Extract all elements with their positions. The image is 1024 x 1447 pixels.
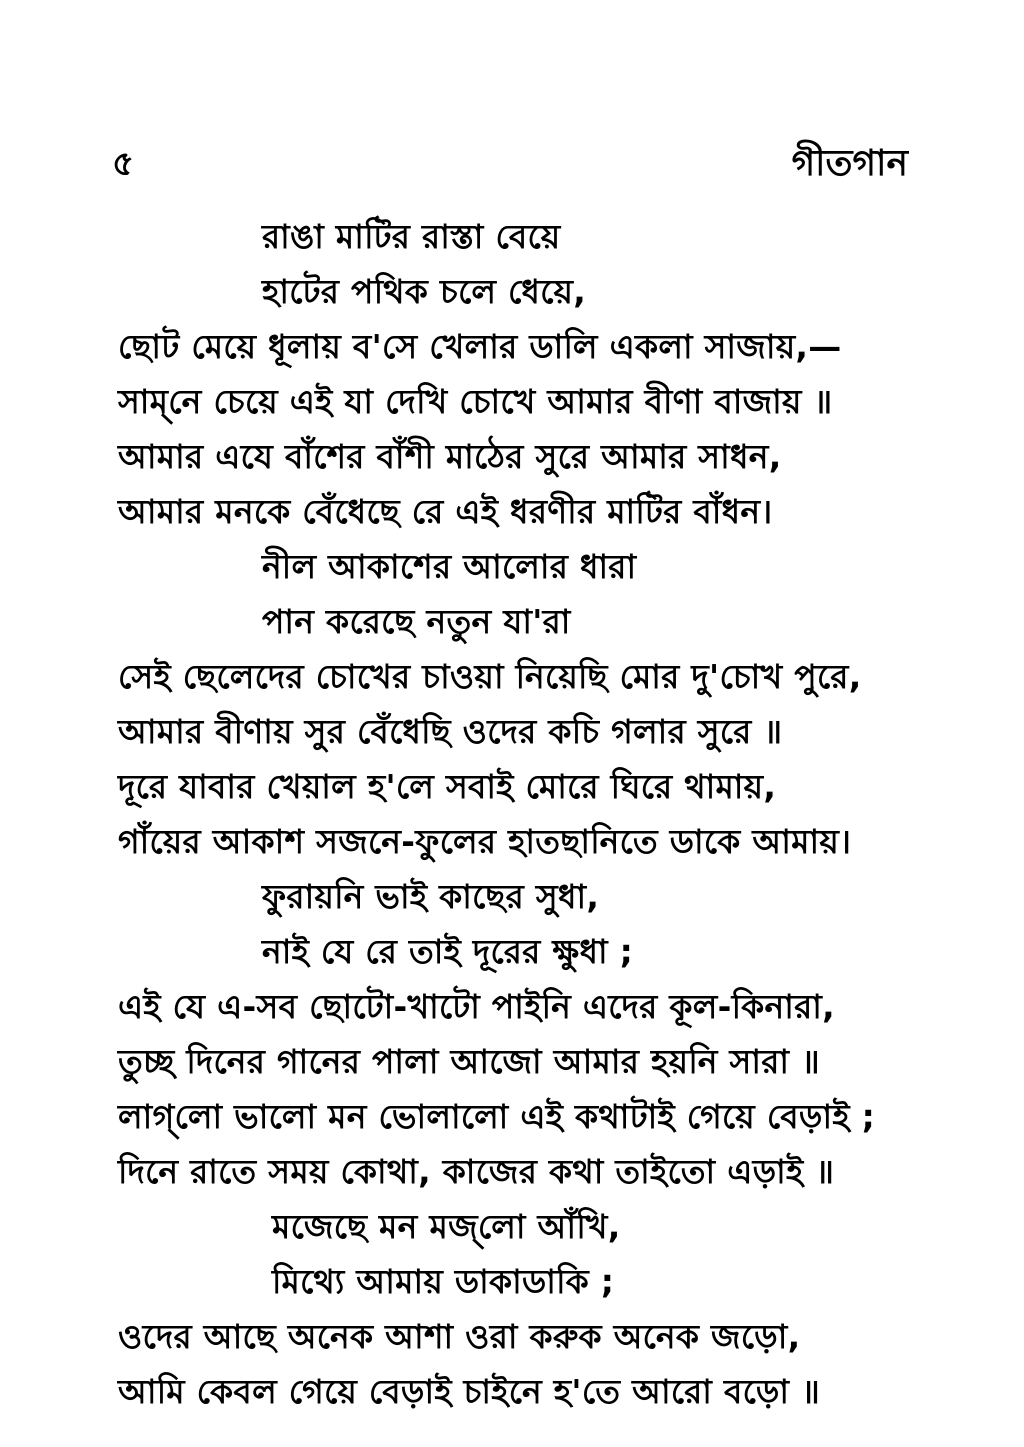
poem-line: রাঙা মাটির রাস্তা বেয়ে (262, 217, 561, 256)
page-number: ৫ (112, 144, 135, 184)
poem-line: সাম্‌নে চেয়ে এই যা দেখি চোখে আমার বীণা বাজায় ॥ (118, 382, 833, 421)
poem-line: মিথ্যে আমায় ডাকাডাকি ; (272, 1262, 615, 1301)
poem-line: ছোট মেয়ে ধূলায় ব'সে খেলার ডালি একলা সাজায়,— (118, 327, 842, 366)
poem-line: দিনে রাতে সময় কোথা, কাজের কথা তাইতো এড়াই ॥ (118, 1152, 835, 1191)
poem-line: ফুরায়নি ভাই কাছের সুধা, (262, 877, 600, 916)
poem-line: নাই যে রে তাই দূরের ক্ষুধা ; (262, 932, 634, 971)
poem-line: আমার মনকে বেঁধেছে রে এই ধরণীর মাটির বাঁধন। (118, 492, 773, 531)
poem-line: গাঁয়ের আকাশ সজনে-ফুলের হাতছানিতে ডাকে আমায়। (118, 822, 852, 861)
poem-line: তুচ্ছ দিনের গানের পালা আজো আমার হয়নি সারা ॥ (118, 1042, 820, 1081)
running-title: গীতগান (791, 143, 908, 184)
poem-line: আমি কেবল গেয়ে বেড়াই চাইনে হ'তে আরো বড়ো ॥ (118, 1372, 821, 1411)
poem-line: ওদের আছে অনেক আশা ওরা করুক অনেক জড়ো, (118, 1317, 801, 1356)
poem-line: নীল আকাশের আলোর ধারা (262, 547, 637, 586)
poem-line: এই যে এ-সব ছোটো-খাটো পাইনি এদের কূল-কিনারা, (118, 987, 835, 1026)
poem-line: লাগ্‌লো ভালো মন ভোলালো এই কথাটাই গেয়ে বেড়াই ; (118, 1097, 876, 1136)
poem-line: আমার বীণায় সুর বেঁধেছি ওদের কচি গলার সুরে ॥ (118, 712, 783, 751)
poem-line: মজেছে মন মজ্‌লো আঁখি, (272, 1207, 621, 1246)
poem-line: হাটের পথিক চলে ধেয়ে, (262, 272, 587, 311)
poem-line: পান করেছে নতুন যা'রা (262, 602, 571, 641)
poem-line: দূরে যাবার খেয়াল হ'লে সবাই মোরে ঘিরে থামায়, (118, 767, 777, 806)
poem-line: আমার এযে বাঁশের বাঁশী মাঠের সুরে আমার সাধন, (118, 437, 782, 476)
poem-line: সেই ছেলেদের চোখের চাওয়া নিয়েছি মোর দু'চোখ পুরে, (118, 657, 862, 696)
